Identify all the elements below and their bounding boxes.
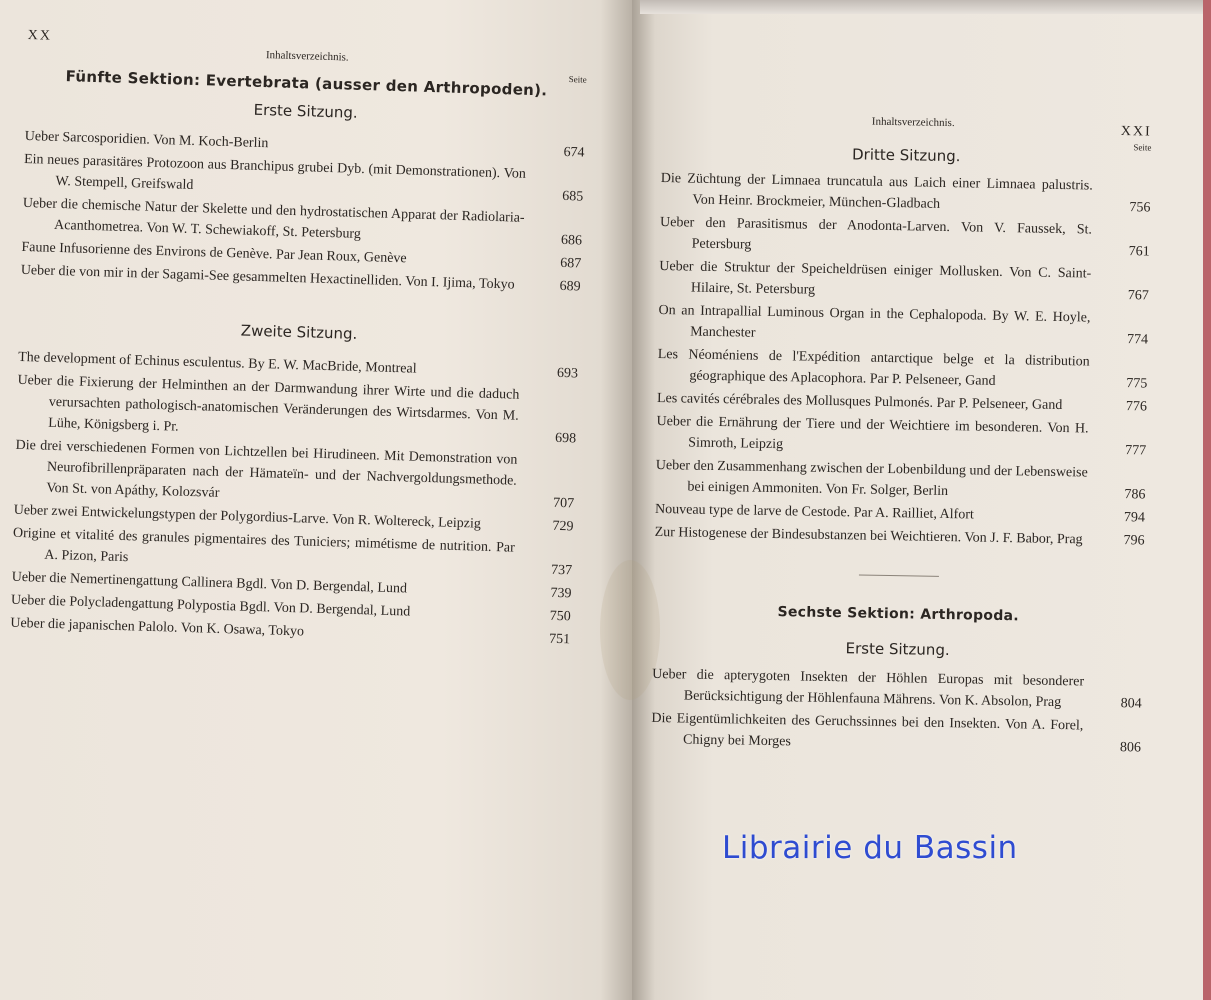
- seite-label: Seite: [568, 74, 587, 85]
- entry-page: 796: [1123, 533, 1145, 549]
- entry-page: 767: [1127, 288, 1149, 304]
- entry-text: Les cavités cérébrales des Mollusques Pulmonés. Par P. Pelseneer, Gand: [656, 390, 1063, 414]
- seite-label: Seite: [1133, 142, 1152, 153]
- page-number: XXI: [1120, 124, 1152, 140]
- toc-entry[interactable]: [658, 300, 1149, 351]
- entry-page: 786: [1124, 487, 1146, 503]
- entry-text: Ueber die Fixierung der Helminthen an der Darmwandung ihrer Wirte und die daduch verursachten pathologisch-anatomischen Veränderungen des Wirtsdarmes. Von M. Lühe, Königsberg i. Pr.: [17, 372, 520, 435]
- entry-text: Die Züchtung der Limnaea truncatula aus Laich einer Limnaea palustris. Von Heinr. Brockmeier, München-Gladbach: [660, 170, 1093, 212]
- entry-page: 698: [554, 430, 577, 447]
- section-title: Sechste Sektion: Arthropoda.: [777, 604, 1020, 625]
- entry-text: Die Eigentümlichkeiten des Geruchssinnes bei den Insekten. Von A. Forel, Chigny bei Morges: [651, 710, 1084, 750]
- entry-text: Ueber die Nemertinengattung Callinera Bgdl. Von D. Bergendal, Lund: [11, 569, 408, 597]
- entry-page: 774: [1126, 332, 1149, 348]
- entry-text: Die drei verschiedenen Formen von Lichtzellen bei Hirudineen. Mit Demonstration von Neurofibrillenpräparaten nach der Hämateïn- und der Nachvergoldungsmethode. Von St. von Apáthy, Kolozsvár: [15, 437, 518, 501]
- session-title: Erste Sitzung.: [253, 100, 358, 122]
- entry-page: 686: [560, 232, 583, 249]
- entry-text: Ueber den Parasitismus der Anodonta-Larven. Von V. Faussek, St. Petersburg: [659, 214, 1093, 253]
- entry-page: 756: [1129, 200, 1151, 216]
- toc-list: [10, 347, 578, 650]
- entry-text: The development of Echinus esculentus. By E. W. MacBride, Montreal: [18, 349, 417, 377]
- entry-page: 761: [1128, 244, 1150, 260]
- entry-page: 674: [563, 144, 585, 161]
- running-head: Inhaltsverzeichnis.: [265, 49, 349, 64]
- entry-text: Ueber die japanischen Palolo. Von K. Osawa, Tokyo: [10, 615, 305, 640]
- entry-text: Ueber Sarcosporidien. Von M. Koch-Berlin: [24, 128, 269, 152]
- entry-page: 804: [1120, 696, 1142, 712]
- toc-entry[interactable]: [657, 344, 1148, 395]
- session-title: Zweite Sitzung.: [240, 321, 358, 343]
- entry-page: 737: [550, 562, 573, 579]
- entry-page: 707: [552, 495, 575, 512]
- entry-page: 751: [548, 631, 571, 648]
- entry-page: 794: [1123, 510, 1146, 526]
- page-number: XX: [27, 28, 53, 44]
- right-page-content: [651, 112, 1152, 760]
- entry-page: 685: [562, 188, 584, 205]
- section-title: Fünfte Sektion: Evertebrata (ausser den Arthropoden).: [65, 67, 548, 100]
- toc-list: [651, 664, 1142, 759]
- entry-text: Zur Histogenese der Bindesubstanzen bei Weichtieren. Von J. F. Babor, Prag: [654, 524, 1083, 548]
- entry-page: 739: [550, 585, 572, 602]
- section-divider: [859, 575, 939, 577]
- entry-page: 775: [1126, 376, 1148, 392]
- entry-text: Ueber die Polycladengattung Polypostia Bgdl. Von D. Bergendal, Lund: [10, 592, 411, 620]
- watermark-text: Librairie du Bassin: [722, 830, 1018, 866]
- entry-text: Ueber die Ernährung der Tiere und der Weichtiere im besonderen. Von H. Simroth, Leipzig: [656, 413, 1089, 453]
- entry-text: On an Intrapallial Luminous Organ in the Cephalopoda. By W. E. Hoyle, Manchester: [658, 302, 1091, 341]
- session-title: Erste Sitzung.: [845, 639, 950, 660]
- entry-text: Ueber zwei Entwickelungstypen der Polygordius-Larve. Von R. Woltereck, Leipzig: [13, 502, 482, 532]
- toc-entry[interactable]: [651, 708, 1142, 759]
- entry-text: Origine et vitalité des granules pigmentaires des Tuniciers; mimétisme de nutrition. Par A. Pizon, Paris: [12, 525, 516, 566]
- toc-entry[interactable]: [652, 664, 1143, 715]
- entry-text: Ein neues parasitäres Protozoon aus Branchipus grubei Dyb. (mit Demonstrationen). Von W. Stempell, Greifswald: [23, 151, 527, 193]
- entry-text: Nouveau type de larve de Cestode. Par A. Railliet, Alfort: [654, 501, 974, 523]
- entry-page: 689: [559, 278, 581, 295]
- running-head: Inhaltsverzeichnis.: [871, 115, 955, 130]
- toc-entry[interactable]: [660, 212, 1151, 263]
- entry-page: 687: [560, 255, 582, 272]
- entry-text: Ueber den Zusammenhang zwischen der Lobenbildung und der Lebensweise bei einigen Ammoniten. Von Fr. Solger, Berlin: [655, 457, 1088, 500]
- entry-text: Ueber die von mir in der Sagami-See gesammelten Hexactinelliden. Von I. Ijima, Tokyo: [20, 262, 515, 293]
- left-page-content: [10, 28, 588, 652]
- entry-page: 750: [549, 608, 571, 625]
- entry-text: Ueber die Struktur der Speicheldrüsen einiger Mollusken. Von C. Saint-Hilaire, St. Petersburg: [659, 258, 1092, 298]
- toc-entry[interactable]: [659, 256, 1150, 307]
- toc-entry[interactable]: [656, 411, 1147, 462]
- entry-page: 729: [552, 518, 574, 535]
- entry-page: 776: [1125, 399, 1148, 415]
- entry-page: 806: [1119, 740, 1142, 756]
- toc-entry[interactable]: [655, 455, 1146, 506]
- entry-page: 693: [556, 365, 579, 382]
- entry-text: Les Néoméniens de l'Expédition antarctique belge et la distribution géographique des Aplacophora. Par P. Pelseneer, Gand: [657, 346, 1090, 389]
- entry-text: Ueber die apterygoten Insekten der Höhlen Europas mit besonderer Berücksichtigung der Höhlenfauna Mährens. Von K. Absolon, Prag: [652, 666, 1085, 711]
- session-title: Dritte Sitzung.: [851, 145, 961, 166]
- toc-list: [654, 168, 1150, 551]
- entry-text: Faune Infusorienne des Environs de Genève. Par Jean Roux, Genève: [21, 239, 407, 267]
- paper-stain: [600, 560, 660, 700]
- entry-page: 777: [1125, 443, 1147, 459]
- toc-list: [20, 126, 584, 298]
- page-edge-shadow: [640, 0, 1211, 14]
- book-cover-edge: [1203, 0, 1211, 1000]
- toc-entry[interactable]: [660, 168, 1151, 219]
- entry-text: Ueber die chemische Natur der Skelette und den hydrostatischen Apparat der Radiolaria-Acanthometrea. Von W. T. Schewiakoff, St. Petersburg: [22, 195, 525, 242]
